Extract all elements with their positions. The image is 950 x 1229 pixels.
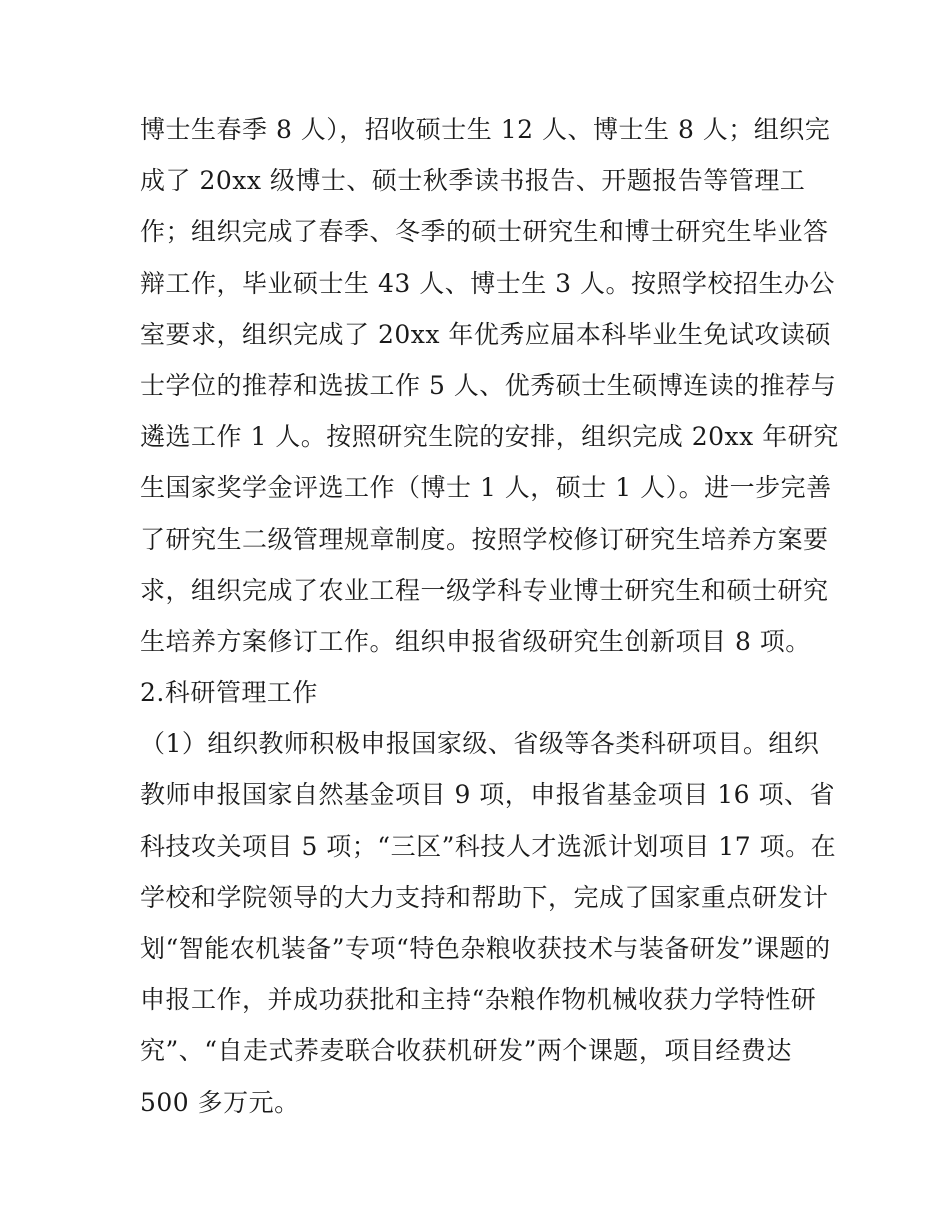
text-line: 士学位的推荐和选拔工作 5 人、优秀硕士生硕博连读的推荐与: [140, 370, 837, 400]
text-line: 遴选工作 1 人。按照研究生院的安排，组织完成 20xx 年研究: [140, 422, 839, 452]
text-line: 辩工作，毕业硕士生 43 人、博士生 3 人。按照学校招生办公: [140, 268, 836, 298]
text-line: 500 多万元。: [140, 1087, 300, 1117]
section-heading: 2.科研管理工作: [140, 678, 318, 708]
text-line: 生培养方案修订工作。组织申报省级研究生创新项目 8 项。: [140, 626, 811, 656]
text-line: 室要求，组织完成了 20xx 年优秀应届本科毕业生免试攻读硕: [140, 319, 831, 349]
text-line: 了研究生二级管理规章制度。按照学校修订研究生培养方案要: [140, 524, 829, 554]
text-line: 教师申报国家自然基金项目 9 项，申报省基金项目 16 项、省: [140, 780, 836, 810]
text-line: 成了 20xx 级博士、硕士秋季读书报告、开题报告等管理工: [140, 166, 806, 196]
body-text: [140, 104, 839, 1128]
text-line: 学校和学院领导的大力支持和帮助下，完成了国家重点研发计: [140, 882, 829, 912]
text-line: 博士生春季 8 人），招收硕士生 12 人、博士生 8 人；组织完: [140, 115, 831, 144]
text-line: 划“智能农机装备”专项“特色杂粮收获技术与装备研发”课题的: [140, 934, 831, 963]
text-line: 求，组织完成了农业工程一级学科专业博士研究生和硕士研究: [140, 575, 829, 605]
text-line: （1）组织教师积极申报国家级、省级等各类科研项目。组织: [140, 729, 820, 759]
text-line: 究”、“自走式荞麦联合收获机研发”两个课题，项目经费达: [140, 1036, 792, 1066]
text-line: 生国家奖学金评选工作（博士 1 人，硕士 1 人）。进一步完善: [140, 473, 832, 503]
text-line: 申报工作，并成功获批和主持“杂粮作物机械收获力学特性研: [140, 985, 817, 1015]
text-line: 科技攻关项目 5 项；“三区”科技人才选派计划项目 17 项。在: [140, 831, 837, 861]
text-line: 作；组织完成了春季、冬季的硕士研究生和博士研究生毕业答: [140, 217, 829, 247]
